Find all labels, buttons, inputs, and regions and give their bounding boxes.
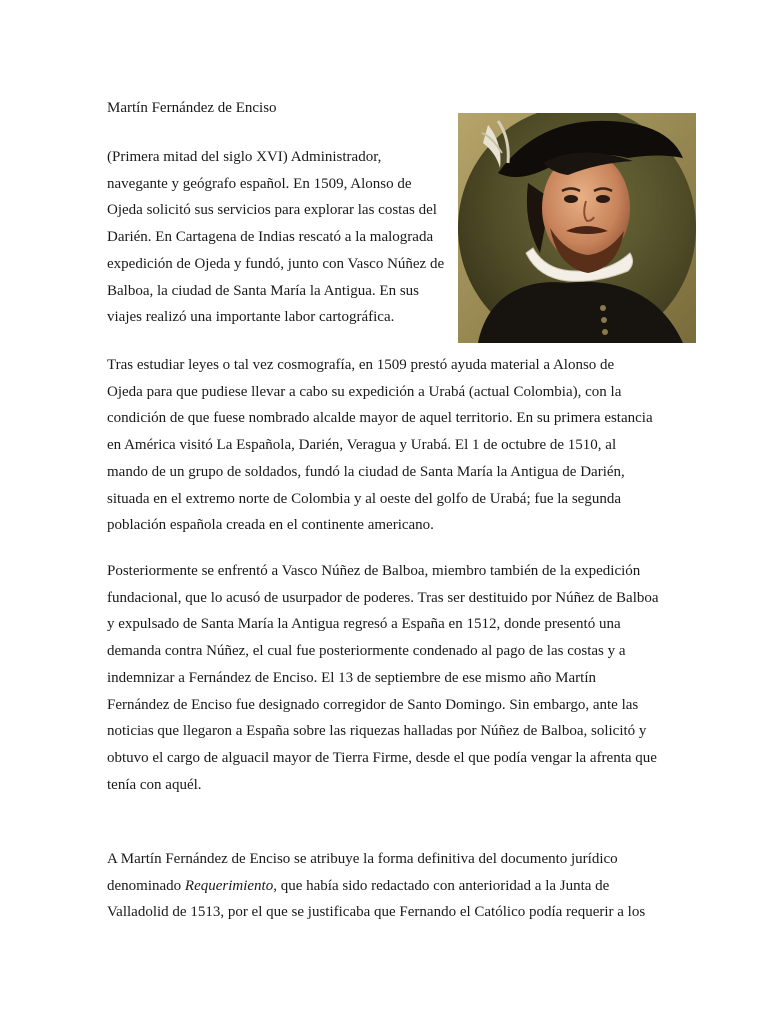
text-line: condición de que fuese nombrado alcalde mayor de aquel territorio. En su primera estancia: [107, 410, 653, 427]
paragraph-requerimiento: [107, 846, 645, 926]
paragraph-intro: [107, 144, 444, 331]
text-line: Ojeda para que pudiese llevar a cabo su expedición a Urabá (actual Colombia), con la: [107, 383, 622, 400]
text-line: Posteriormente se enfrentó a Vasco Núñez de Balboa, miembro también de la expedición: [107, 563, 641, 579]
text-line: tenía con aquél.: [107, 776, 202, 793]
text-line: expedición de Ojeda y fundó, junto con Vasco Núñez de: [107, 255, 445, 272]
text-line: mando de un grupo de soldados, fundó la ciudad de Santa María la Antigua de Darién,: [107, 463, 625, 480]
text-line: Valladolid de 1513, por el que se justificaba que Fernando el Católico podía requerir a los: [107, 904, 646, 921]
text-line: Ojeda solicitó sus servicios para explorar las costas del: [107, 202, 437, 219]
text-line: situada en el extremo norte de Colombia y al oeste del golfo de Urabá; fue la segunda: [107, 490, 621, 507]
text-line: navegante y geógrafo español. En 1509, Alonso de: [107, 175, 412, 192]
requerimiento-term: Requerimiento: [184, 877, 274, 894]
document-title: Martín Fernández de Enciso: [107, 100, 277, 116]
paragraph-conflict: [107, 558, 659, 798]
text-line: fundacional, que lo acusó de usurpador de poderes. Tras ser destituido por Núñez de Balboa: [107, 589, 659, 606]
text-line: Darién. En Cartagena de Indias rescató a la malograda: [107, 229, 434, 246]
text-line: Balboa, la ciudad de Santa María la Antigua. En sus: [107, 282, 420, 299]
portrait-image: [458, 113, 696, 343]
text-run: denominado: [107, 877, 185, 894]
text-line: Tras estudiar leyes o tal vez cosmografía, en 1509 prestó ayuda material a Alonso de: [107, 357, 615, 373]
text-line: en América visitó La Española, Darién, Veragua y Urabá. El 1 de octubre de 1510, al: [107, 437, 617, 454]
text-line: viajes realizó una importante labor cartográfica.: [107, 309, 395, 326]
text-line: obtuvo el cargo de alguacil mayor de Tierra Firme, desde el que podía vengar la afrenta que: [107, 749, 657, 766]
paragraph-studies: [107, 352, 653, 539]
text-line: noticias que llegaron a España sobre las riquezas halladas por Núñez de Balboa, solicitó y: [107, 723, 647, 740]
text-line: población española creada en el continente americano.: [107, 517, 434, 534]
text-run: , que había sido redactado con anterioridad a la Junta de: [273, 877, 610, 894]
text-line: Fernández de Enciso fue designado corregidor de Santo Domingo. Sin embargo, ante las: [107, 696, 639, 713]
text-line: A Martín Fernández de Enciso se atribuye la forma definitiva del documento jurídico: [107, 851, 618, 867]
text-line: demanda contra Núñez, el cual fue posteriormente condenado al pago de las costas y a: [107, 643, 626, 660]
text-line: indemnizar a Fernández de Enciso. El 13 de septiembre de ese mismo año Martín: [107, 669, 597, 686]
text-line: [107, 873, 645, 900]
text-line: y expulsado de Santa María la Antigua regresó a España en 1512, donde presentó una: [107, 616, 621, 633]
text-line: (Primera mitad del siglo XVI) Administrador,: [107, 149, 382, 165]
